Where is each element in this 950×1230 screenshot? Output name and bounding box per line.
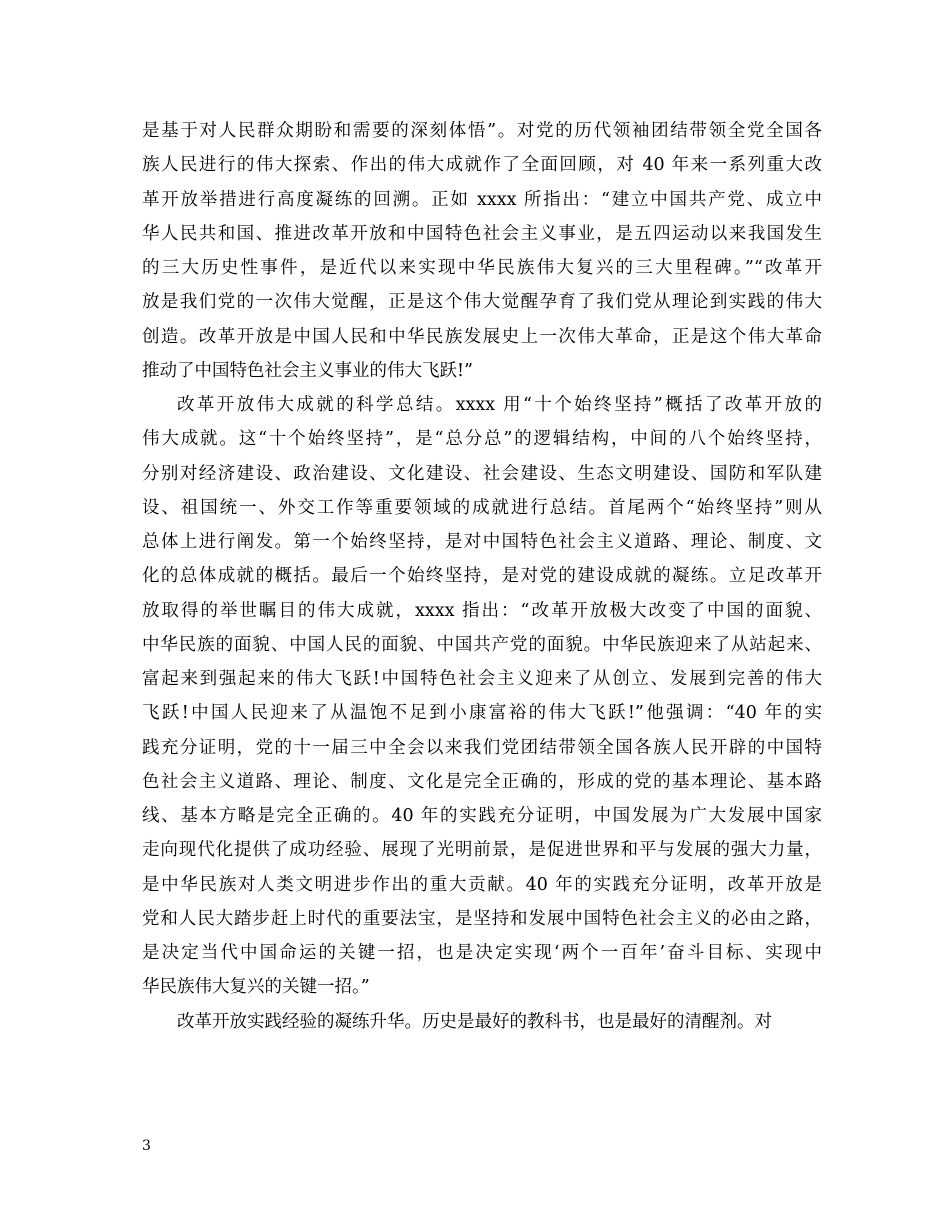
text-line: 放是我们党的一次伟大觉醒，正是这个伟大觉醒孕育了我们党从理论到实践的伟大 (142, 292, 822, 313)
text-line: 革开放举措进行高度凝练的回溯。正如 xxxx 所指出：“建立中国共产党、成立中 (142, 189, 822, 210)
text-line: 色社会主义道路、理论、制度、文化是完全正确的，形成的党的基本理论、基本路 (142, 771, 822, 792)
text-line: 推动了中国特色社会主义事业的伟大飞跃!” (142, 360, 473, 381)
text-line: 是决定当代中国命运的关键一招，也是决定实现‘两个一百年’奋斗目标、实现中 (142, 943, 822, 963)
text-line: 分别对经济建设、政治建设、文化建设、社会建设、生态文明建设、国防和军队建 (142, 463, 822, 484)
text-line: 富起来到强起来的伟大飞跃!中国特色社会主义迎来了从创立、发展到完善的伟大 (142, 669, 822, 689)
text-line: 华民族伟大复兴的关键一招。” (142, 977, 370, 998)
paragraph-first-line: 改革开放实践经验的凝练升华。历史是最好的教科书，也是最好的清醒剂。对 (177, 1011, 772, 1032)
text-line: 化的总体成就的概括。最后一个始终坚持，是对党的建设成就的凝练。立足改革开 (142, 566, 822, 587)
text-line: 华人民共和国、推进改革开放和中国特色社会主义事业，是五四运动以来我国发生 (142, 223, 822, 244)
text-line: 飞跃!中国人民迎来了从温饱不足到小康富裕的伟大飞跃!”他强调：“40 年的实 (142, 703, 822, 724)
text-line: 总体上进行阐发。第一个始终坚持，是对中国特色社会主义道路、理论、制度、文 (142, 532, 822, 552)
text-line: 创造。改革开放是中国人民和中华民族发展史上一次伟大革命，正是这个伟大革命 (142, 326, 822, 347)
text-line: 伟大成就。这“十个始终坚持”，是“总分总”的逻辑结构，中间的八个始终坚持， (142, 429, 822, 450)
text-line: 是中华民族对人类文明进步作出的重大贡献。40 年的实践充分证明，改革开放是 (142, 874, 822, 895)
text-line: 设、祖国统一、外交工作等重要领域的成就进行总结。首尾两个“始终坚持”则从 (142, 497, 822, 518)
page-number: 3 (142, 1138, 151, 1154)
text-line: 走向现代化提供了成功经验、展现了光明前景，是促进世界和平与发展的强大力量， (142, 840, 822, 861)
text-line: 放取得的举世瞩目的伟大成就，xxxx 指出：“改革开放极大改变了中国的面貌、 (142, 600, 822, 621)
paragraph-first-line: 改革开放伟大成就的科学总结。xxxx 用“十个始终坚持”概括了改革开放的 (177, 395, 822, 415)
text-line: 是基于对人民群众期盼和需要的深刻体悟”。对党的历代领袖团结带领全党全国各 (142, 121, 822, 141)
text-line: 线、基本方略是完全正确的。40 年的实践充分证明，中国发展为广大发展中国家 (142, 806, 822, 826)
body-text (142, 114, 822, 1039)
text-line: 党和人民大踏步赶上时代的重要法宝，是坚持和发展中国特色社会主义的必由之路， (142, 908, 822, 929)
text-line: 中华民族的面貌、中国人民的面貌、中国共产党的面貌。中华民族迎来了从站起来、 (142, 634, 822, 655)
text-line: 族人民进行的伟大探索、作出的伟大成就作了全面回顾，对 40 年来一系列重大改 (142, 155, 822, 176)
text-line: 践充分证明，党的十一届三中全会以来我们党团结带领全国各族人民开辟的中国特 (142, 737, 822, 758)
text-line: 的三大历史性事件，是近代以来实现中华民族伟大复兴的三大里程碑。”“改革开 (142, 258, 822, 278)
